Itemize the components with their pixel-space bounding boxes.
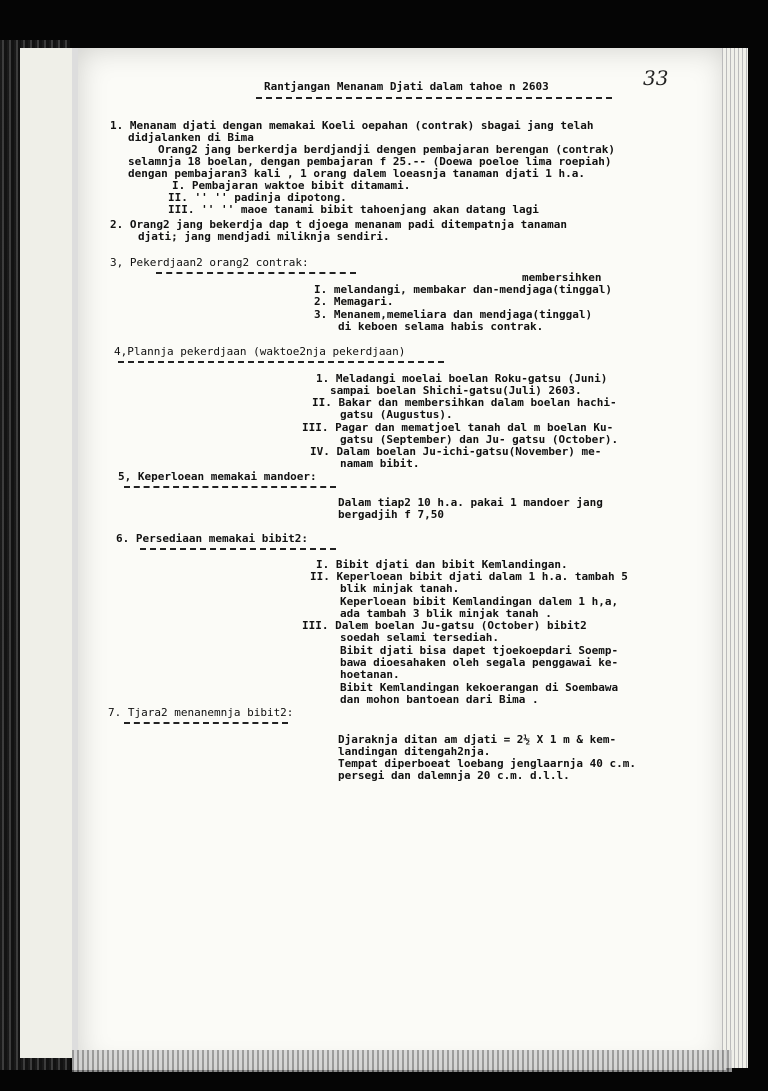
section-4-line: 1. Meladangi moelai boelan Roku-gatsu (Juni) (316, 372, 608, 385)
section-3-heading: 3, Pekerdjaan2 orang2 contrak: (110, 256, 309, 269)
section-1-line: 1. Menanam djati dengan memakai Koeli oepahan (contrak) sbagai jang telah (110, 119, 594, 132)
section-1-line: didjalanken di Bima (128, 131, 254, 144)
section-4-line: III. Pagar dan mematjoel tanah dal m boelan Ku- (302, 421, 614, 434)
section-1-line: dengan pembajaran3 kali , 1 orang dalem loeasnja tanaman djati 1 h.a. (128, 167, 585, 180)
page-edge (722, 48, 748, 1068)
section-1-line: Orang2 jang berkerdja berdjandji dengen pembajaran berengan (contrak) (158, 143, 615, 156)
binder-margin (20, 48, 74, 1058)
section-6-line: ada tambah 3 blik minjak tanah . (340, 607, 552, 620)
section-5-line: Dalam tiap2 10 h.a. pakai 1 mandoer jang (338, 496, 603, 509)
section-4-line: gatsu (September) dan Ju- gatsu (October). (340, 433, 619, 446)
section-6-heading: 6. Persediaan memakai bibit2: (116, 532, 309, 545)
document-title: Rantjangan Menanam Djati dalam tahoe n 2603 (264, 80, 549, 93)
title-underline (256, 97, 612, 99)
section-6-line: Bibit djati bisa dapet tjoekoepdari Soemp- (340, 644, 619, 657)
section-6-line: III. Dalem boelan Ju-gatsu (October) bibit2 (302, 619, 587, 632)
section-3-line: I. melandangi, membakar dan-mendjaga(tinggal) (314, 283, 613, 296)
section-3-line: membersihken (522, 271, 602, 284)
section-6-line: blik minjak tanah. (340, 582, 460, 595)
section-4-line: gatsu (Augustus). (340, 408, 453, 421)
heading-underline (124, 486, 336, 488)
heading-underline (118, 361, 444, 363)
section-6-line: hoetanan. (340, 668, 400, 681)
section-3-line: 2. Memagari. (314, 295, 394, 308)
section-1-line: I. Pembajaran waktoe bibit ditamami. (172, 179, 411, 192)
section-4-line: IV. Dalam boelan Ju-ichi-gatsu(November) me- (310, 445, 602, 458)
section-2-line: 2. Orang2 jang bekerdja dap t djoega menanam padi ditempatnja tanaman (110, 218, 567, 231)
section-6-line: soedah selami tersediah. (340, 631, 499, 644)
section-4-line: II. Bakar dan membersihkan dalam boelan hachi- (312, 396, 617, 409)
section-3-line: di keboen selama habis contrak. (338, 320, 544, 333)
section-4-heading: 4,Plannja pekerdjaan (waktoe2nja pekerdjaan) (114, 345, 406, 358)
heading-underline (140, 548, 336, 550)
section-1-line: III. '' '' maoe tanami bibit tahoenjang akan datang lagi (168, 203, 539, 216)
section-2-line: djati; jang mendjadi miliknja sendiri. (138, 230, 390, 243)
heading-underline (156, 272, 356, 274)
section-4-line: sampai boelan Shichi-gatsu(Juli) 2603. (330, 384, 582, 397)
page-number: 33 (643, 66, 669, 90)
section-4-line: namam bibit. (340, 457, 420, 470)
section-7-heading: 7. Tjara2 menanemnja bibit2: (108, 706, 294, 719)
section-7-line: Djaraknja ditan am djati = 2½ X 1 m & kem- (338, 733, 617, 746)
section-6-line: Bibit Kemlandingan kekoerangan di Soembawa (340, 681, 619, 694)
section-6-line: Keperloean bibit Kemlandingan dalem 1 h,a, (340, 595, 619, 608)
section-6-line: bawa dioesahaken oleh segala penggawai ke- (340, 656, 619, 669)
section-1-line: II. '' '' padinja dipotong. (168, 191, 347, 204)
section-3-line: 3. Menanem,memeliara dan mendjaga(tinggal) (314, 308, 593, 321)
section-1-line: selamnja 18 boelan, dengan pembajaran f 25.-- (Doewa poeloe lima roepiah) (128, 155, 612, 168)
section-7-line: persegi dan dalemnja 20 c.m. d.l.l. (338, 769, 570, 782)
section-6-line: II. Keperloean bibit djati dalam 1 h.a. tambah 5 (310, 570, 628, 583)
section-7-line: Tempat diperboeat loebang jenglaarnja 40 c.m. (338, 757, 637, 770)
section-6-line: dan mohon bantoean dari Bima . (340, 693, 539, 706)
section-7-line: landingan ditengah2nja. (338, 745, 491, 758)
section-5-line: bergadjih f 7,50 (338, 508, 444, 521)
heading-underline (124, 722, 288, 724)
section-5-heading: 5, Keperloean memakai mandoer: (118, 470, 317, 483)
page-bottom-edge (72, 1050, 732, 1072)
section-6-line: I. Bibit djati dan bibit Kemlandingan. (316, 558, 568, 571)
